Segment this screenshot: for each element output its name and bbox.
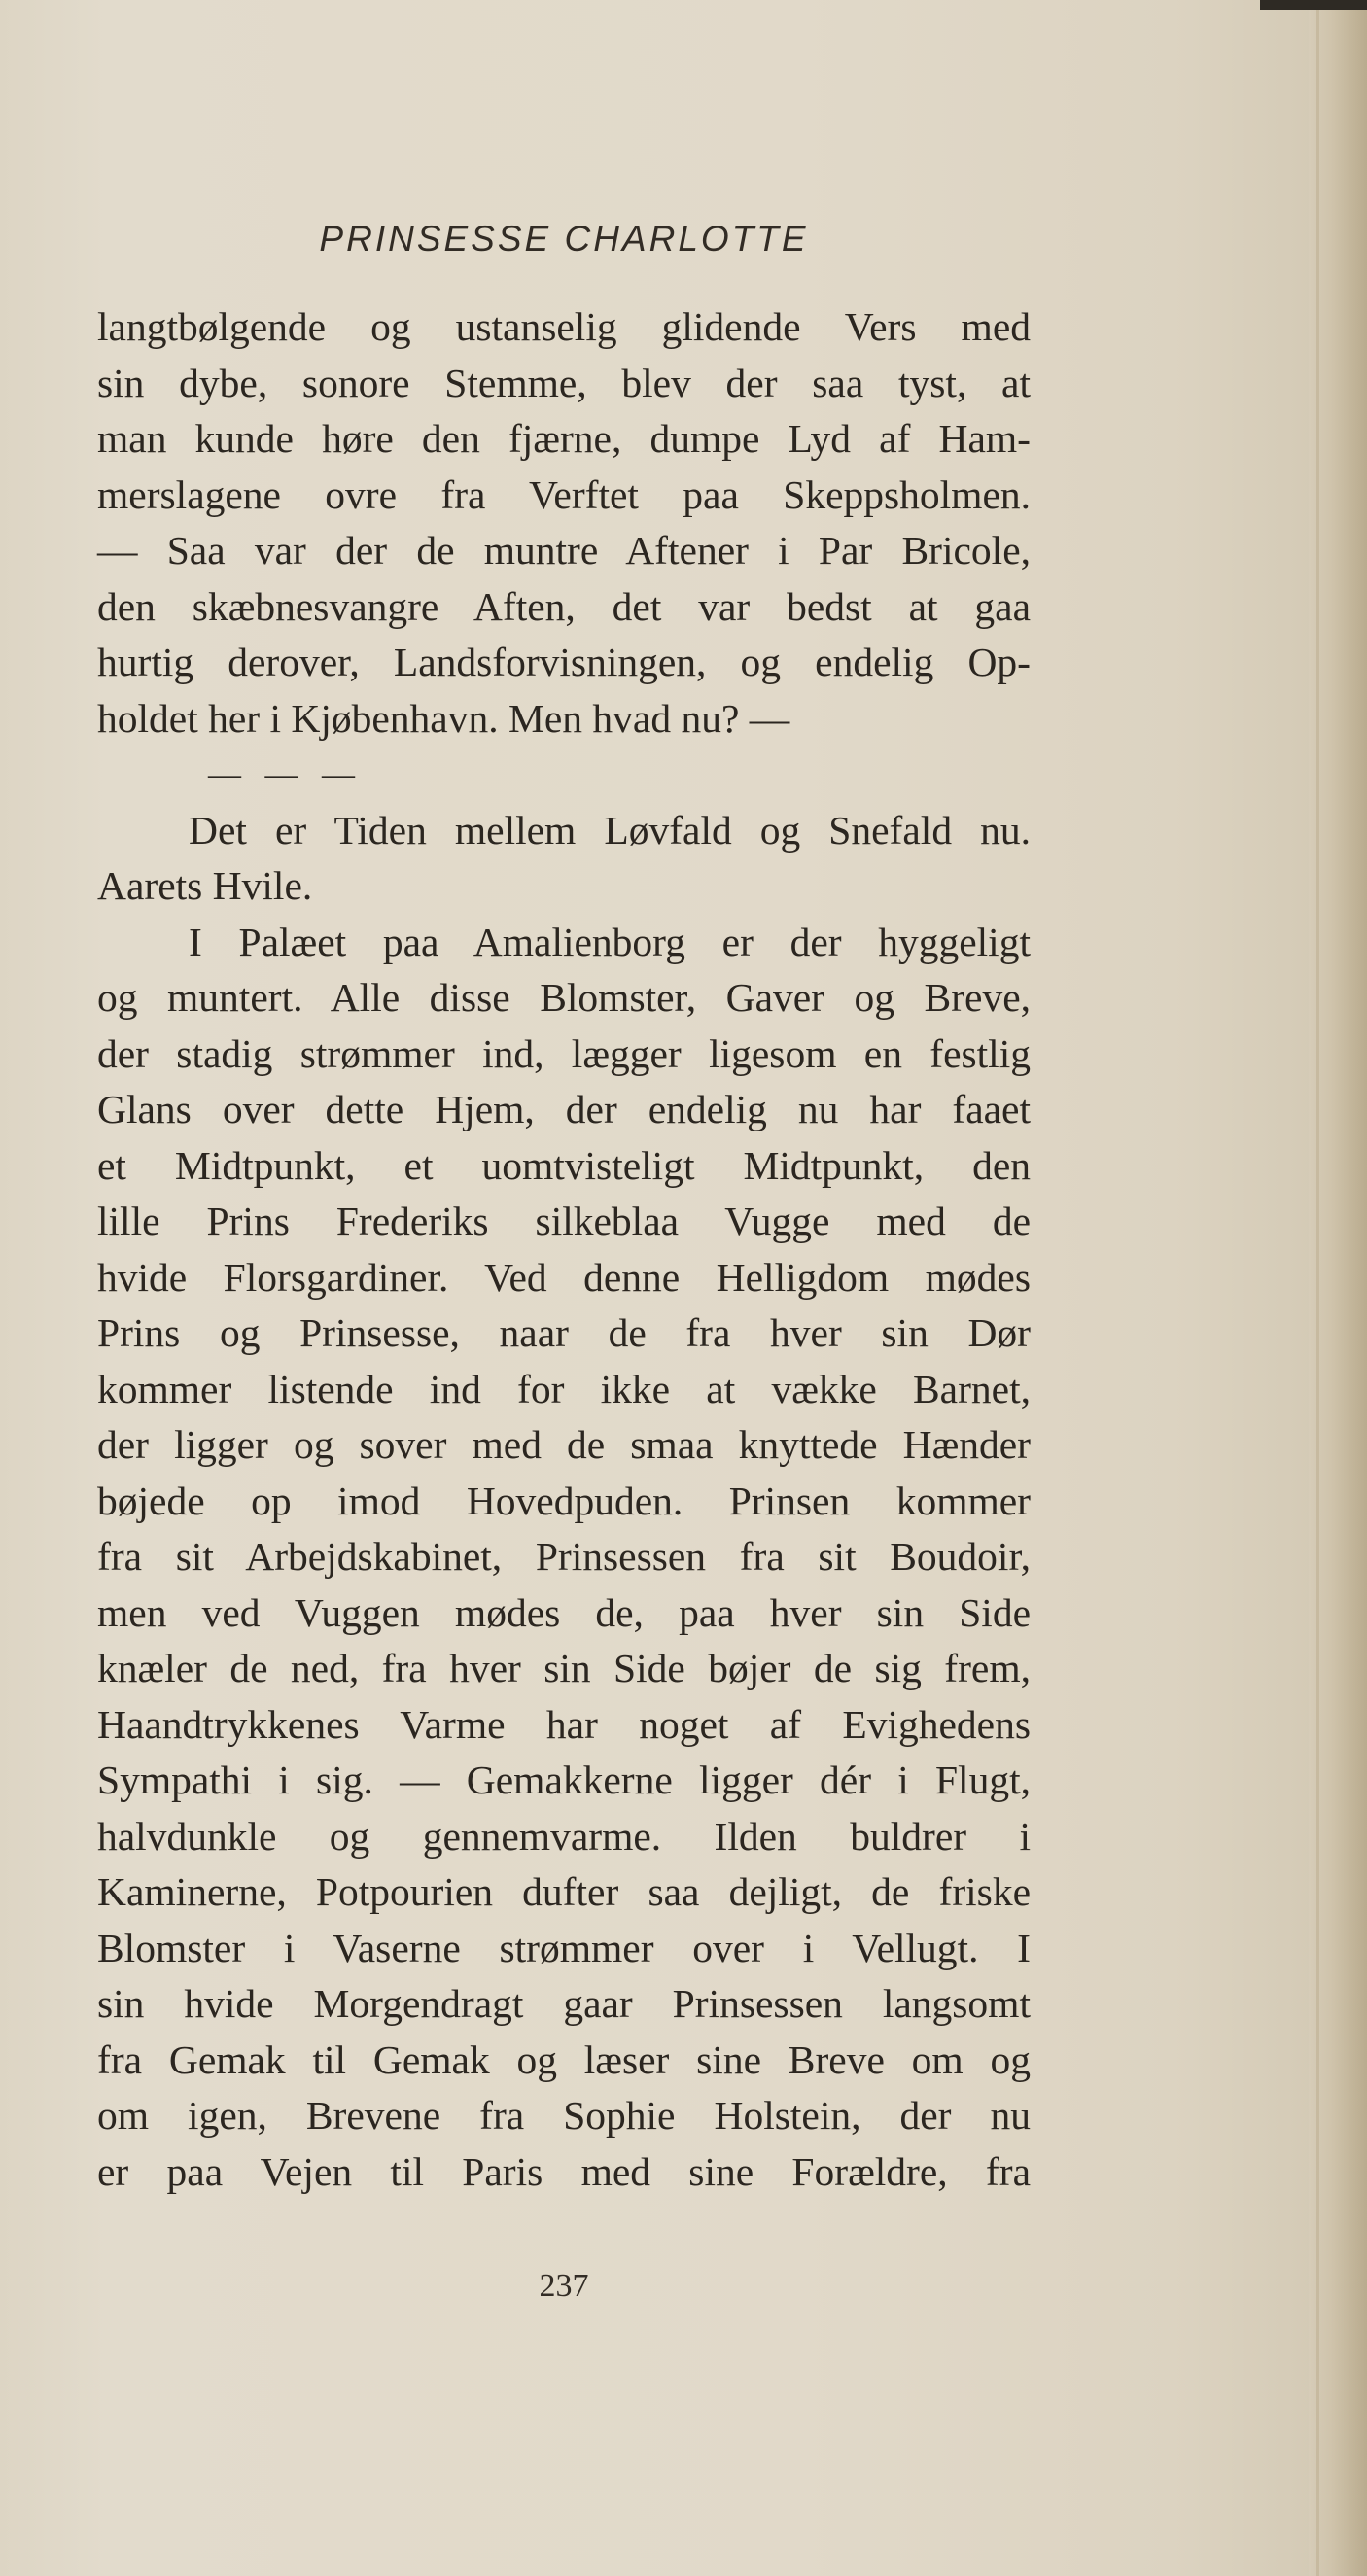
text-line: sin hvide Morgendragt gaar Prinsessen langsomt [97, 1981, 1031, 2026]
page-top-edge-shadow [1260, 0, 1367, 10]
running-head: PRINSESSE CHARLOTTE [319, 219, 809, 259]
text-line: halvdunkle og gennemvarme. Ilden buldrer i [97, 1813, 1031, 1859]
text-line: kommer listende ind for ikke at vække Barnet, [97, 1366, 1031, 1411]
text-line: I Palæet paa Amalienborg er der hyggeligt [189, 919, 1031, 964]
text-line: Aarets Hvile. [97, 863, 313, 908]
text-line: hurtig derover, Landsforvisningen, og endelig Op- [97, 640, 1031, 684]
text-line: Sympathi i sig. — Gemakkerne ligger dér i Flugt, [97, 1758, 1031, 1802]
text-line: fra Gemak til Gemak og læser sine Breve om og [97, 2036, 1031, 2082]
text-line: hvide Florsgardiner. Ved denne Helligdom mødes [97, 1254, 1031, 1300]
text-line: sin dybe, sonore Stemme, blev der saa tyst, at [97, 360, 1031, 405]
text-line: merslagene ovre fra Verftet paa Skeppsholmen. [97, 471, 1031, 517]
body-text [97, 299, 1031, 2200]
text-line: holdet her i Kjøbenhavn. Men hvad nu? — [97, 695, 790, 741]
text-line: lille Prins Frederiks silkeblaa Vugge med de [97, 1199, 1031, 1243]
text-line: langtbølgende og ustanselig glidende Vers med [97, 304, 1031, 349]
text-line: Glans over dette Hjem, der endelig nu har faaet [97, 1087, 1031, 1131]
text-line: om igen, Brevene fra Sophie Holstein, der nu [97, 2093, 1031, 2138]
text-line: Prins og Prinsesse, naar de fra hver sin Dør [97, 1310, 1031, 1355]
text-line: Haandtrykkenes Varme har noget af Evighedens [97, 1701, 1031, 1747]
text-line: er paa Vejen til Paris med sine Forældre, fra [97, 2148, 1031, 2194]
page-spine-edge [1309, 0, 1367, 2576]
text-line: og muntert. Alle disse Blomster, Gaver og Breve, [97, 975, 1031, 1020]
text-line: knæler de ned, fra hver sin Side bøjer de sig frem, [97, 1646, 1031, 1690]
text-line: der ligger og sover med de smaa knyttede Hænder [97, 1422, 1031, 1467]
text-line: Blomster i Vaserne strømmer over i Vellugt. I [97, 1925, 1031, 1970]
text-line: fra sit Arbejdskabinet, Prinsessen fra sit Boudoir, [97, 1534, 1031, 1579]
text-line: Det er Tiden mellem Løvfald og Snefald nu. [189, 807, 1031, 853]
page-number: 237 [539, 2268, 589, 2304]
text-line: der stadig strømmer ind, lægger ligesom en festlig [97, 1030, 1031, 1076]
text-line: Kaminerne, Potpourien dufter saa dejligt, de friske [97, 1869, 1031, 1914]
text-line: — Saa var der de muntre Aftener i Par Bricole, [97, 528, 1031, 573]
text-line: man kunde høre den fjærne, dumpe Lyd af Ham- [97, 416, 1031, 461]
section-break: — — — [208, 756, 363, 792]
text-line: bøjede op imod Hovedpuden. Prinsen kommer [97, 1478, 1031, 1523]
text-line: men ved Vuggen mødes de, paa hver sin Side [97, 1589, 1031, 1635]
text-line: et Midtpunkt, et uomtvisteligt Midtpunkt, den [97, 1142, 1031, 1188]
text-line: den skæbnesvangre Aften, det var bedst at gaa [97, 583, 1031, 629]
